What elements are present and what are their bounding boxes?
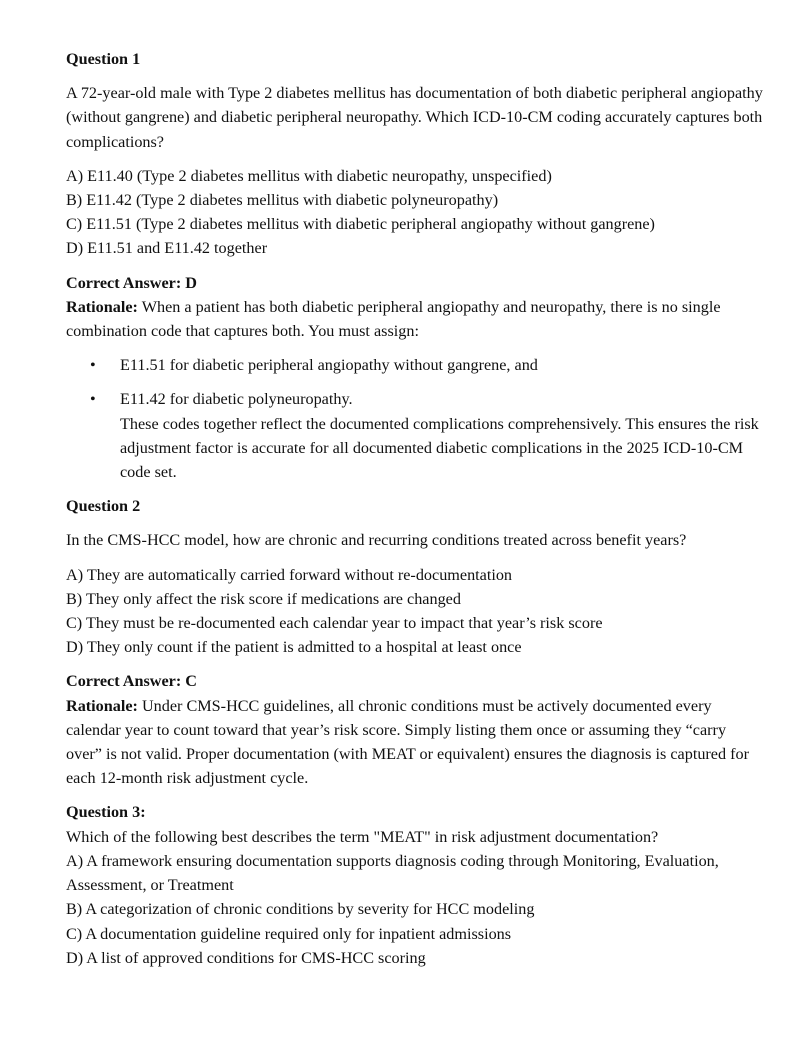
option-b: B) E11.42 (Type 2 diabetes mellitus with diabetic polyneuropathy) [66,191,499,210]
question-2-stem: In the CMS-HCC model, how are chronic and recurring conditions treated across benefit years? [66,531,687,550]
question-2-options [66,563,766,660]
option-d: D) E11.51 and E11.42 together [66,239,268,258]
list-item [66,353,766,377]
option-c: C) E11.51 (Type 2 diabetes mellitus with diabetic peripheral angiopathy without gangrene) [66,215,655,234]
rationale-text: Under CMS-HCC guidelines, all chronic conditions must be actively documented every calendar year to count toward that year’s risk score. Simply listing them once or assuming they “carry over” is not valid. Proper documentation (with MEAT or equivalent) ensures the diagnosis is captured for each 12-month risk adjustment cycle. [66,696,750,788]
question-2 [66,494,766,790]
option-b: B) They only affect the risk score if medications are changed [66,589,461,608]
question-2-title: Question 2 [66,497,141,516]
question-3-stem: Which of the following best describes the term "MEAT" in risk adjustment documentation? [66,827,659,846]
code-list [66,353,766,484]
option-a: A) A framework ensuring documentation supports diagnosis coding through Monitoring, Evaluation, Assessment, or Treatment [66,851,719,895]
question-1-stem: A 72-year-old male with Type 2 diabetes mellitus has documentation of both diabetic peripheral angiopathy (without gangrene) and diabetic peripheral neuropathy. Which ICD-10-CM coding accurately captures both complications? [66,84,763,151]
option-c: C) They must be re-documented each calendar year to impact that year’s risk score [66,614,603,633]
option-d: D) They only count if the patient is admitted to a hospital at least once [66,638,522,657]
option-d: D) A list of approved conditions for CMS-HCC scoring [66,948,426,967]
list-item-continuation: These codes together reflect the documented complications comprehensively. This ensures the risk adjustment factor is accurate for all documented diabetic complications in the 2025 ICD-10-CM code set. [120,414,759,482]
document-page [66,47,766,970]
rationale-label: Rationale: [66,696,138,715]
option-a: A) They are automatically carried forward without re-documentation [66,565,513,584]
option-c: C) A documentation guideline required only for inpatient admissions [66,924,512,943]
rationale [66,295,766,343]
option-a: A) E11.40 (Type 2 diabetes mellitus with diabetic neuropathy, unspecified) [66,166,552,185]
list-item [66,387,766,484]
bullet-icon: • [90,356,96,375]
question-3-title: Question 3: [66,803,146,822]
question-3-options [66,849,766,970]
rationale-label: Rationale: [66,297,138,316]
bullet-icon: • [90,390,96,409]
rationale-text: When a patient has both diabetic peripheral angiopathy and neuropathy, there is no single combination code that captures both. You must assign: [66,297,721,341]
question-1-options [66,164,766,261]
question-3 [66,800,766,969]
rationale [66,694,766,791]
question-1-title: Question 1 [66,50,141,68]
correct-answer: Correct Answer: C [66,672,197,691]
list-item-text: E11.42 for diabetic polyneuropathy. [120,390,353,409]
correct-answer: Correct Answer: D [66,273,197,292]
question-1 [66,47,766,484]
option-b: B) A categorization of chronic conditions by severity for HCC modeling [66,900,535,919]
list-item-text: E11.51 for diabetic peripheral angiopathy without gangrene, and [120,356,538,375]
